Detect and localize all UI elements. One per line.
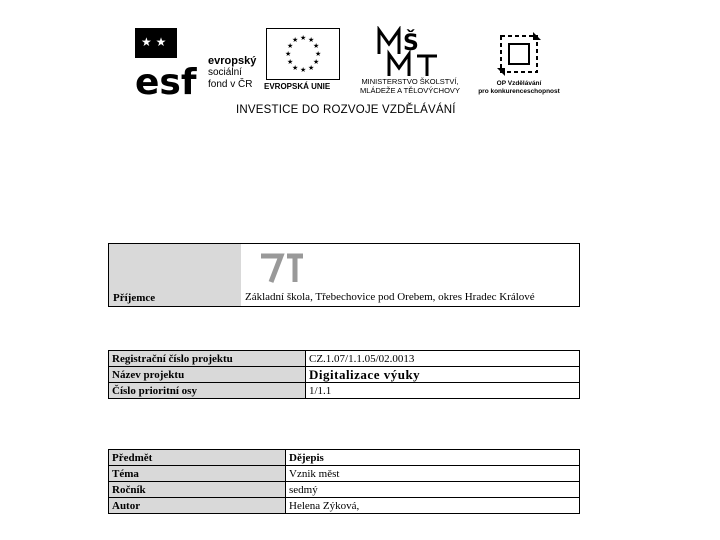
project-label: Název projektu [109,367,306,383]
subject-value: sedmý [286,482,580,498]
table-row [109,450,580,466]
esf-line-1: evropský [208,55,257,67]
eu-flag-icon [266,28,340,80]
msmt-line-1: MINISTERSTVO ŠKOLSTVÍ, [361,77,459,86]
msmt-caption [345,77,475,95]
svg-text:esf: esf [135,62,197,96]
esf-line-3: fond v ČR [208,79,253,90]
table-row [109,466,580,482]
svg-text:★: ★ [308,36,315,44]
subject-table [108,449,580,514]
svg-text:★: ★ [285,50,292,58]
op-caption [478,80,560,96]
svg-text:★: ★ [292,64,299,72]
subject-value: Dějepis [286,450,580,466]
svg-text:★: ★ [287,42,294,50]
svg-text:★: ★ [300,66,307,74]
svg-text:★: ★ [308,64,315,72]
table-row [109,482,580,498]
msmt-logo-icon [375,26,445,78]
svg-text:★: ★ [313,58,320,66]
esf-logo-icon [135,28,205,96]
msmt-line-2: MLÁDEŽE A TĚLOVÝCHOVY [360,86,460,95]
svg-text:★: ★ [287,58,294,66]
project-table [108,350,580,399]
recipient-value: Základní škola, Třebechovice pod Orebem, okres Hradec Králové [245,291,535,303]
logo-banner [0,0,720,130]
svg-text:★: ★ [292,36,299,44]
table-row [109,367,580,383]
investice-title: INVESTICE DO ROZVOJE VZDĚLÁVÁNÍ [236,104,456,116]
recipient-label: Příjemce [113,292,156,304]
table-row [109,383,580,399]
op-logo-icon [495,30,545,78]
project-value: 1/1.1 [306,383,580,399]
project-value: CZ.1.07/1.1.05/02.0013 [306,351,580,367]
recipient-box [108,243,580,307]
subject-label: Ročník [109,482,286,498]
table-row [109,498,580,514]
subject-value: Vznik měst [286,466,580,482]
svg-text:★: ★ [315,50,322,58]
table-row [109,351,580,367]
esf-line-2: sociální [208,67,242,78]
project-label: Registrační číslo projektu [109,351,306,367]
svg-text:★ ★: ★ ★ [141,35,167,49]
op-line-2: pro konkurenceschopnost [478,88,560,95]
project-label: Číslo prioritní osy [109,383,306,399]
eu-caption: EVROPSKÁ UNIE [264,82,331,91]
subject-label: Předmět [109,450,286,466]
subject-label: Autor [109,498,286,514]
svg-text:★: ★ [313,42,320,50]
subject-label: Téma [109,466,286,482]
project-name-value: Digitalizace výuky [306,367,580,383]
svg-text:★: ★ [300,34,307,42]
op-line-1: OP Vzdělávání [496,80,542,87]
esf-text [208,55,256,91]
school-logo-icon [259,252,309,286]
recipient-label-cell [109,244,241,306]
svg-text:Š: Š [403,31,419,56]
subject-value: Helena Zýková, [286,498,580,514]
